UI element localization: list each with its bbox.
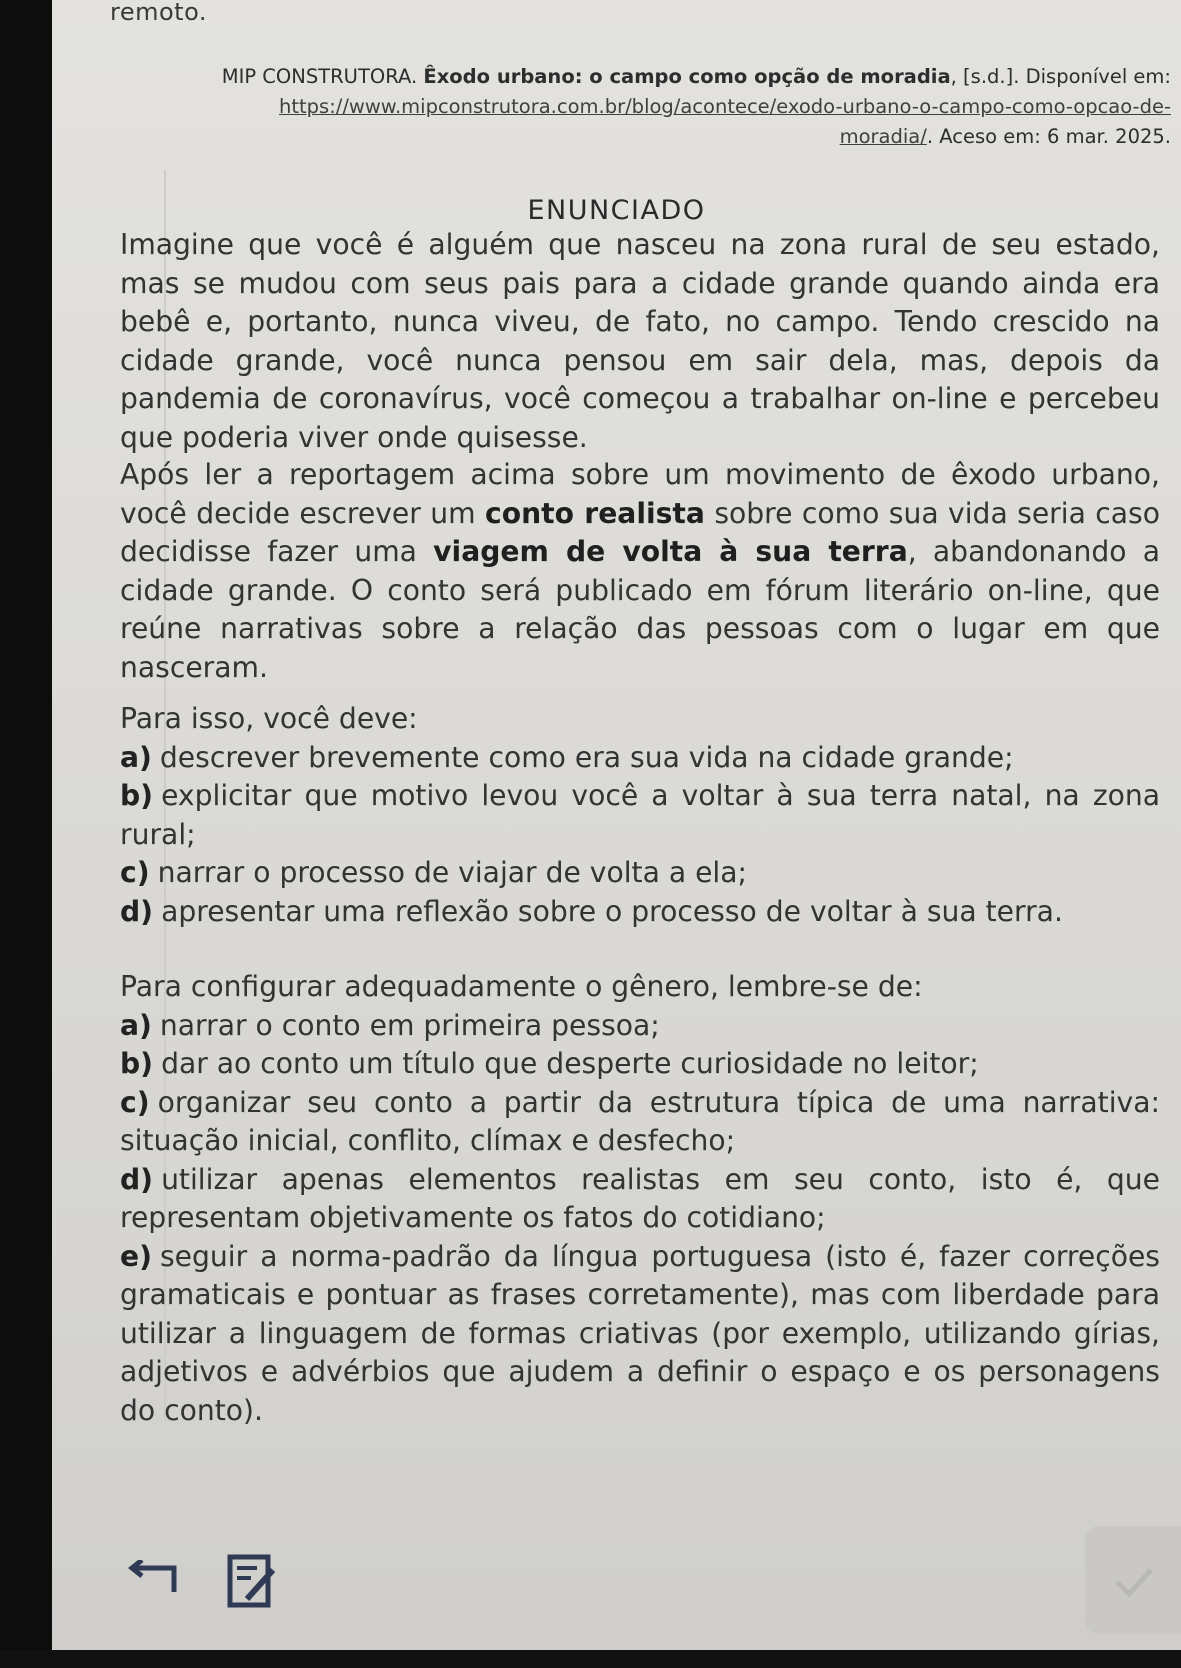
reference-title: Êxodo urbano: o campo como opção de moradia bbox=[423, 65, 951, 88]
back-arrow-icon[interactable] bbox=[122, 1560, 182, 1600]
check-icon[interactable] bbox=[1085, 1526, 1181, 1634]
genre-list bbox=[120, 968, 1160, 1430]
list-item: a) descrever brevemente como era sua vida na cidade grande; bbox=[120, 740, 1014, 774]
intro-paragraph: Imagine que você é alguém que nasceu na zona rural de seu estado, mas se mudou com seus pais para a cidade grande quando ainda era bebê e, portanto, nunca viveu, de fato, no campo. Tendo crescido na cidade grande, você nunca pensou em sair dela, mas, depois da pandemia de coronavírus, você começou a trabalhar on-line e percebeu que poderia viver onde quisesse. bbox=[120, 228, 1160, 454]
bottom-toolbar bbox=[52, 1540, 1181, 1650]
reference-citation bbox=[147, 62, 1171, 152]
reference-prefix: MIP CONSTRUTORA. bbox=[221, 65, 418, 88]
list-item: d) utilizar apenas elementos realistas em seu conto, isto é, que representam objetivamente os fatos do cotidiano; bbox=[120, 1162, 1160, 1234]
list-item: c) narrar o processo de viajar de volta a ela; bbox=[120, 856, 748, 889]
requirements-intro: Para isso, você deve: bbox=[120, 702, 418, 735]
task-text-1: Após ler a reportagem acima sobre um movimento de êxodo urbano, você decide escrever um bbox=[120, 458, 1160, 530]
list-item: b) dar ao conto um título que desperte curiosidade no leitor; bbox=[120, 1047, 979, 1080]
task-paragraph bbox=[120, 456, 1160, 687]
list-item: c) organizar seu conto a partir da estrutura típica de uma narrativa: situação inicial, conflito, clímax e desfecho; bbox=[120, 1085, 1160, 1157]
screen-bottom-bar bbox=[0, 1650, 1181, 1668]
list-item: e) seguir a norma-padrão da língua portuguesa (isto é, fazer correções gramaticais e pontuar as frases corretamente), mas com liberdade para utilizar a linguagem de formas criativas (por exemplo, utilizando gírias, adjetivos e advérbios que ajudem a definir o espaço e os personagens do conto). bbox=[120, 1239, 1160, 1427]
document-page bbox=[52, 0, 1181, 1650]
list-item: a) narrar o conto em primeira pessoa; bbox=[120, 1008, 660, 1042]
task-text-2: sobre como sua vida seria caso decidisse fazer uma bbox=[120, 496, 1160, 568]
genre-intro: Para configurar adequadamente o gênero, lembre-se de: bbox=[120, 970, 923, 1003]
list-item: b) explicitar que motivo levou você a voltar à sua terra natal, na zona rural; bbox=[120, 779, 1160, 851]
reference-url-end[interactable]: moradia/ bbox=[839, 125, 927, 148]
reference-suffix: , [s.d.]. Disponível em: bbox=[950, 65, 1171, 88]
task-bold-2: viagem de volta à sua terra bbox=[433, 535, 908, 568]
requirements-list bbox=[120, 700, 1160, 931]
previous-text-fragment: remoto. bbox=[110, 0, 207, 26]
reference-access-date: . Aceso em: 6 mar. 2025. bbox=[926, 125, 1171, 148]
edit-note-icon[interactable] bbox=[227, 1554, 277, 1609]
task-bold-1: conto realista bbox=[485, 496, 705, 530]
section-heading: ENUNCIADO bbox=[527, 195, 706, 226]
task-text-3: , abandonando a cidade grande. O conto será publicado em fórum literário on-line, que reúne narrativas sobre a relação das pessoas com o lugar em que nasceram. bbox=[120, 535, 1160, 684]
list-item: d) apresentar uma reflexão sobre o processo de voltar à sua terra. bbox=[120, 894, 1063, 928]
reference-url[interactable]: https://www.mipconstrutora.com.br/blog/acontece/exodo-urbano-o-campo-como-opcao-de- bbox=[279, 95, 1171, 118]
